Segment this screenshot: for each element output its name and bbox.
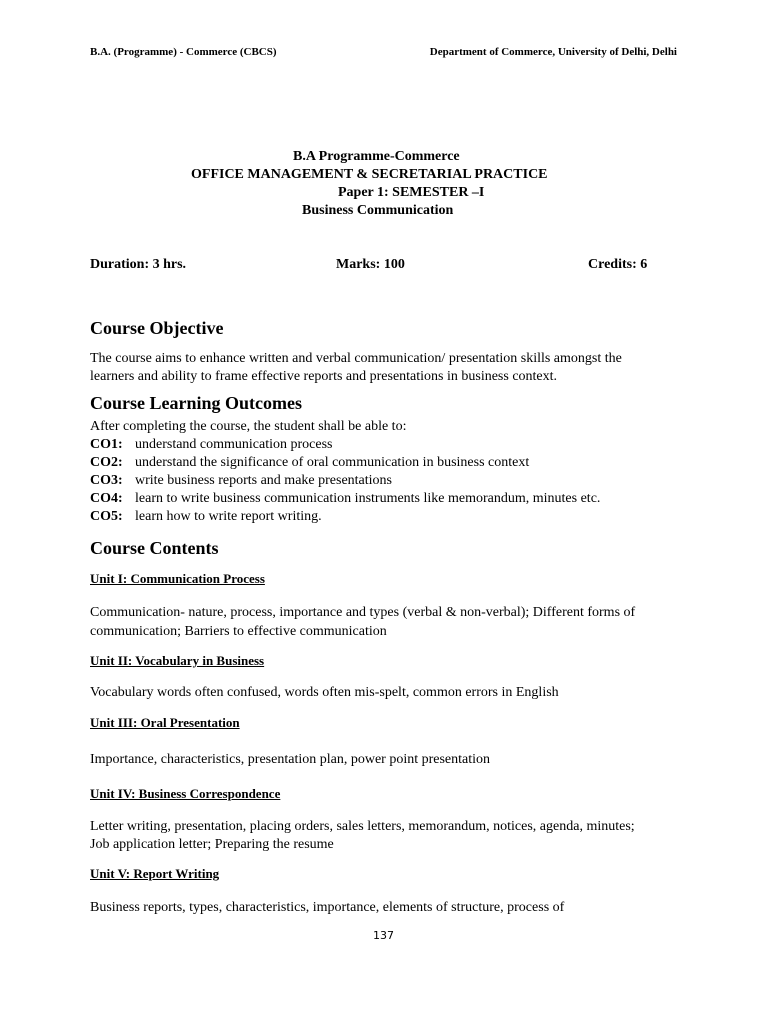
outcomes-intro: After completing the course, the student shall be able to: xyxy=(90,419,407,434)
unit-text: Job application letter; Preparing the resume xyxy=(90,837,334,852)
unit-title: Unit V: Report Writing xyxy=(90,866,220,881)
outcome-item xyxy=(90,472,392,490)
outcome-code: CO1: xyxy=(90,437,123,452)
marks-label: Marks: 100 xyxy=(336,257,405,272)
header-left: B.A. (Programme) - Commerce (CBCS) xyxy=(90,46,277,58)
unit-text: Communication- nature, process, importance and types (verbal & non-verbal); Different forms of xyxy=(90,605,636,620)
page-number: 137 xyxy=(373,929,394,942)
outcome-text: write business reports and make presentations xyxy=(135,473,392,488)
unit-title: Unit II: Vocabulary in Business xyxy=(90,653,265,668)
title-course: OFFICE MANAGEMENT & SECRETARIAL PRACTICE xyxy=(191,167,548,182)
objective-heading: Course Objective xyxy=(90,318,224,338)
outcome-code: CO4: xyxy=(90,491,123,506)
outcome-code: CO5: xyxy=(90,509,123,524)
unit-title: Unit III: Oral Presentation xyxy=(90,715,240,730)
unit-text: Vocabulary words often confused, words often mis-spelt, common errors in English xyxy=(90,685,559,700)
objective-line-1: The course aims to enhance written and verbal communication/ presentation skills amongst the xyxy=(90,351,622,366)
title-programme: B.A Programme-Commerce xyxy=(293,149,460,164)
unit-title: Unit I: Communication Process xyxy=(90,571,265,586)
outcome-item xyxy=(90,436,333,454)
title-subject: Business Communication xyxy=(302,203,454,218)
outcomes-heading: Course Learning Outcomes xyxy=(90,393,302,413)
outcome-text: learn how to write report writing. xyxy=(135,509,322,524)
unit-title: Unit IV: Business Correspondence xyxy=(90,786,281,801)
unit-text: Business reports, types, characteristics, importance, elements of structure, process of xyxy=(90,900,565,915)
unit-text: communication; Barriers to effective communication xyxy=(90,624,387,639)
header-right: Department of Commerce, University of Delhi, Delhi xyxy=(429,46,677,58)
duration-label: Duration: 3 hrs. xyxy=(90,257,187,272)
outcome-item xyxy=(90,490,600,508)
credits-label: Credits: 6 xyxy=(588,257,648,272)
contents-heading: Course Contents xyxy=(90,538,219,558)
outcome-text: understand communication process xyxy=(135,437,333,452)
objective-line-2: learners and ability to frame effective reports and presentations in business context. xyxy=(90,369,558,384)
outcome-item xyxy=(90,508,322,526)
outcome-item xyxy=(90,454,529,472)
outcome-code: CO3: xyxy=(90,473,123,488)
outcome-code: CO2: xyxy=(90,455,123,470)
outcome-text: learn to write business communication instruments like memorandum, minutes etc. xyxy=(135,491,601,506)
unit-text: Letter writing, presentation, placing orders, sales letters, memorandum, notices, agenda, minutes; xyxy=(90,819,635,834)
outcome-text: understand the significance of oral communication in business context xyxy=(135,455,530,470)
unit-text: Importance, characteristics, presentation plan, power point presentation xyxy=(90,752,491,767)
title-paper: Paper 1: SEMESTER –I xyxy=(338,185,485,200)
